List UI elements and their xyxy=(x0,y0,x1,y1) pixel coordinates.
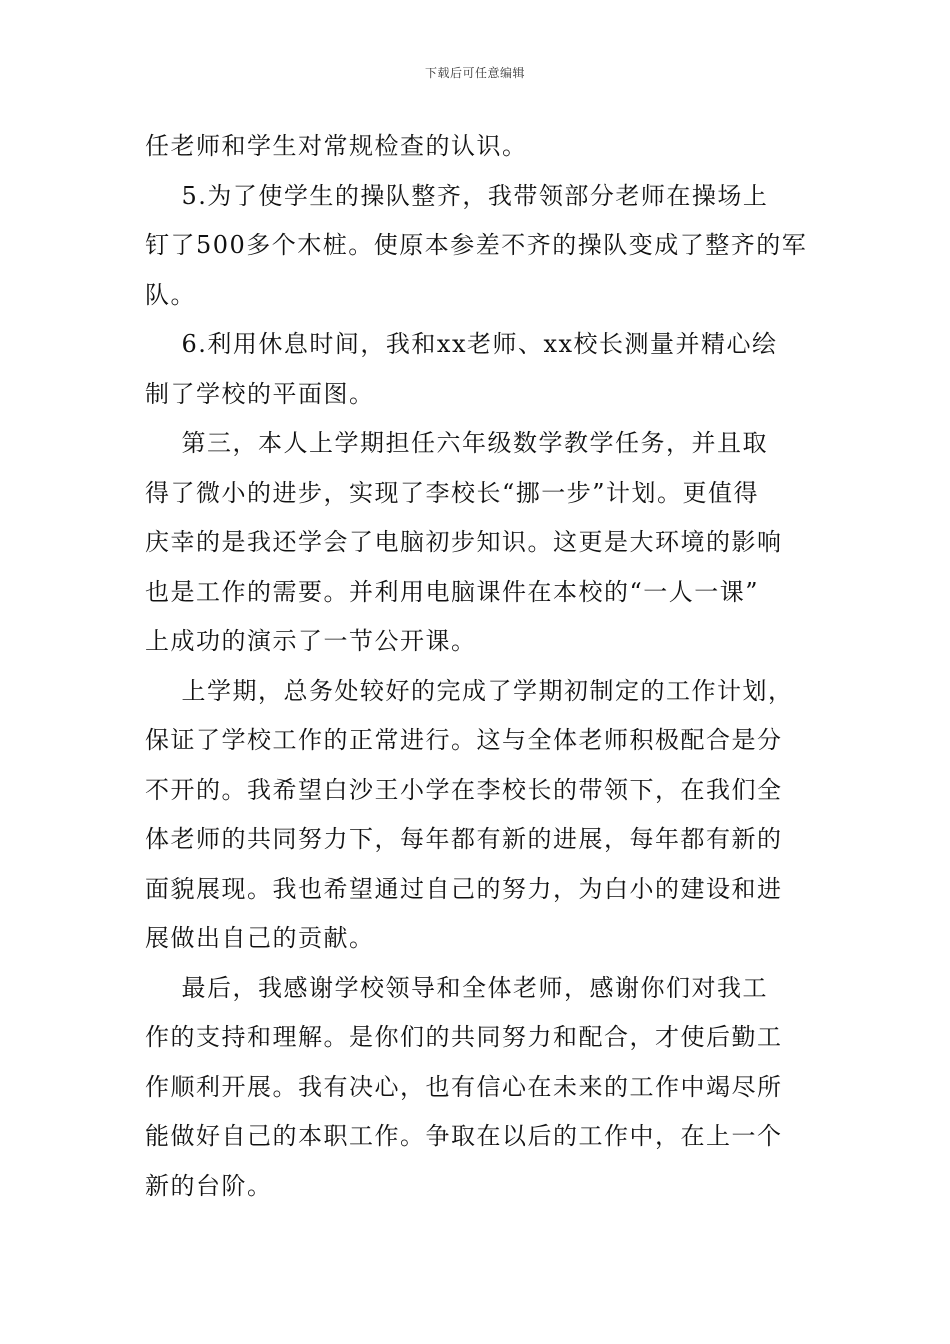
text-line: 上学期，总务处较好的完成了学期初制定的工作计划， xyxy=(145,676,794,705)
text-line: 也是工作的需要。并利用电脑课件在本校的“一人一课” xyxy=(145,577,760,606)
text-line: 上成功的演示了一节公开课。 xyxy=(145,627,477,655)
text-line: 能做好自己的本职工作。争取在以后的工作中，在上一个 xyxy=(145,1122,783,1150)
text-line: 体老师的共同努力下，每年都有新的进展，每年都有新的 xyxy=(145,825,783,853)
text-line: 队。 xyxy=(145,280,196,309)
text-line: 庆幸的是我还学会了电脑初步知识。这更是大环境的影响 xyxy=(145,528,783,556)
text-line: 制了学校的平面图。 xyxy=(145,379,375,408)
text-line: 最后，我感谢学校领导和全体老师，感谢你们对我工 xyxy=(145,973,769,1002)
text-line: 不开的。我希望白沙王小学在李校长的带领下，在我们全 xyxy=(145,775,783,804)
text-line: 保证了学校工作的正常进行。这与全体老师积极配合是分 xyxy=(145,726,783,754)
text-line: 5.为了使学生的操队整齐，我带领部分老师在操场上 xyxy=(145,181,769,210)
text-line: 得了微小的进步，实现了李校长“挪一步”计划。更值得 xyxy=(145,478,760,507)
text-line: 6.利用休息时间，我和xx老师、xx校长测量并精心绘 xyxy=(145,330,778,358)
page-header: 下载后可任意编辑 xyxy=(424,66,525,80)
text-line: 作的支持和理解。是你们的共同努力和配合，才使后勤工 xyxy=(145,1023,783,1051)
text-line: 第三，本人上学期担任六年级数学教学任务，并且取 xyxy=(145,429,769,457)
text-line: 作顺利开展。我有决心，也有信心在未来的工作中竭尽所 xyxy=(145,1072,783,1101)
text-line: 新的台阶。 xyxy=(145,1171,273,1200)
text-line: 钉了500多个木桩。使原本参差不齐的操队变成了整齐的军 xyxy=(145,231,808,259)
document-body xyxy=(145,122,810,1211)
text-line: 展做出自己的贡献。 xyxy=(145,924,375,952)
text-line: 任老师和学生对常规检查的认识。 xyxy=(145,132,528,160)
text-line: 面貌展现。我也希望通过自己的努力，为白小的建设和进 xyxy=(145,874,783,903)
